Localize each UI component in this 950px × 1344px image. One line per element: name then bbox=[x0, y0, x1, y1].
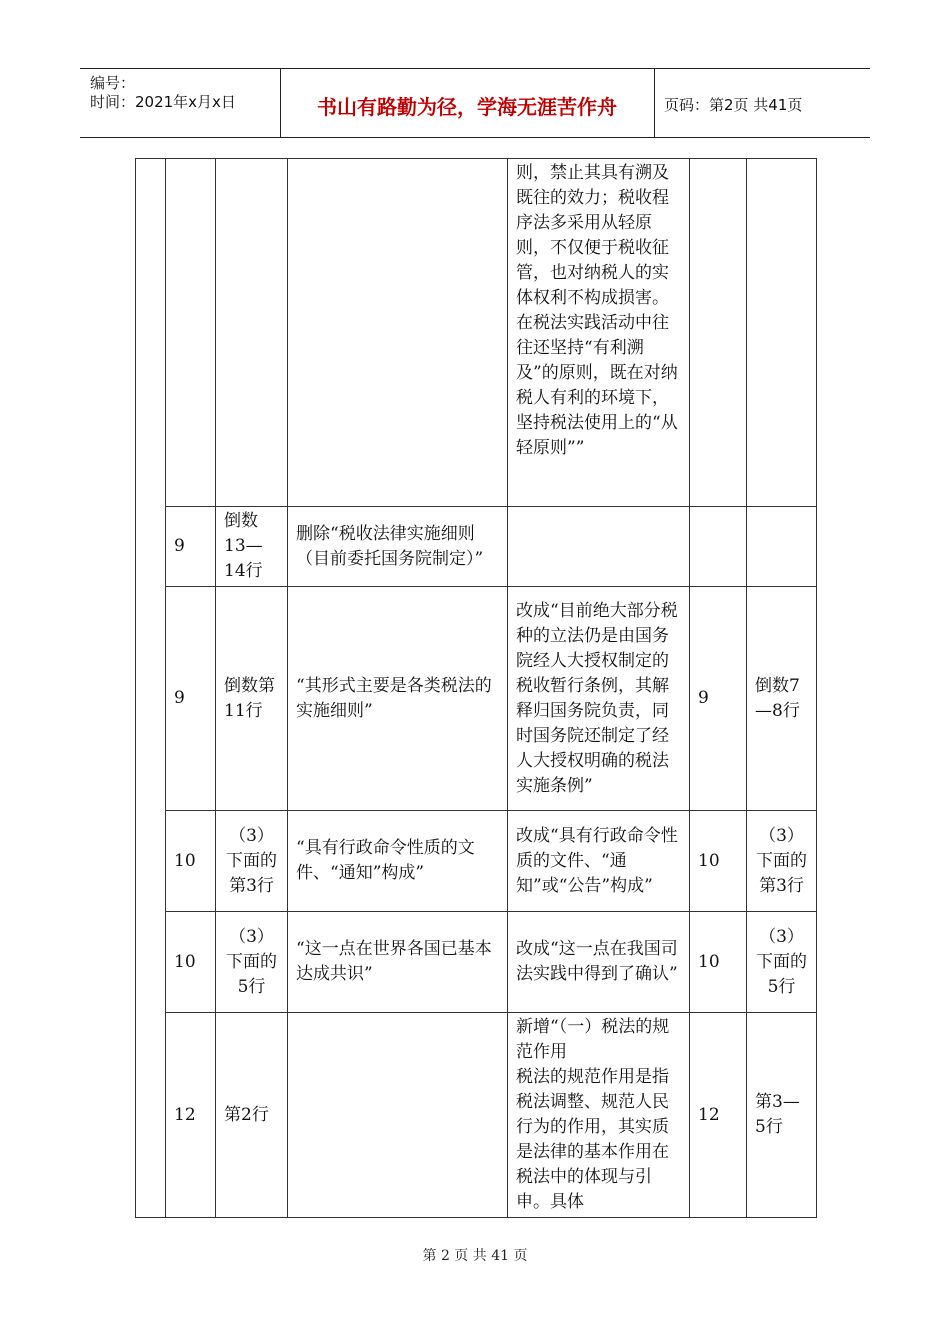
header-motto: 书山有路勤为径，学海无涯苦作舟 bbox=[317, 95, 617, 119]
table-row bbox=[136, 159, 817, 507]
page-cell bbox=[166, 159, 216, 507]
original-text-cell: “这一点在世界各国已基本达成共识” bbox=[288, 912, 508, 1013]
new-page-cell bbox=[690, 507, 747, 587]
table-row bbox=[136, 507, 817, 587]
revised-text-cell: 则，禁止其具有溯及既往的效力；税收程序法多采用从轻原则，不仅便于税收征管，也对纳税人的实体权利不构成损害。在税法实践活动中往往还坚持“有利溯及”的原则，既在对纳税人有利的环境下，坚持税法使用上的“从轻原则”” bbox=[508, 159, 690, 507]
position-cell: 倒数13—14行 bbox=[216, 507, 288, 587]
header-page-cell bbox=[654, 69, 870, 137]
table-row bbox=[136, 912, 817, 1013]
original-text-cell: “其形式主要是各类税法的实施细则” bbox=[288, 587, 508, 811]
revised-text-cell: 改成“具有行政命令性质的文件、“通知”或“公告”构成” bbox=[508, 811, 690, 912]
table-row bbox=[136, 811, 817, 912]
new-page-cell: 9 bbox=[690, 587, 747, 811]
new-position-cell: 第3—5行 bbox=[747, 1013, 817, 1218]
original-text-cell bbox=[288, 1013, 508, 1218]
original-text-cell: “具有行政命令性质的文件、“通知”构成” bbox=[288, 811, 508, 912]
table-row bbox=[136, 587, 817, 811]
position-cell: 倒数第11行 bbox=[216, 587, 288, 811]
new-page-cell: 10 bbox=[690, 912, 747, 1013]
new-position-cell: 倒数7—8行 bbox=[747, 587, 817, 811]
new-page-cell bbox=[690, 159, 747, 507]
revised-text-cell: 新增“（一）税法的规范作用 税法的规范作用是指税法调整、规范人民行为的作用，其实质是法律的基本作用在税法中的体现与引申。具体 bbox=[508, 1013, 690, 1218]
header-meta-cell bbox=[80, 69, 281, 137]
new-position-cell: （3）下面的5行 bbox=[747, 912, 817, 1013]
original-text-cell: 删除“税收法律实施细则（目前委托国务院制定）” bbox=[288, 507, 508, 587]
new-position-cell bbox=[747, 507, 817, 587]
page-cell: 9 bbox=[166, 507, 216, 587]
header-motto-cell bbox=[280, 69, 655, 137]
position-cell: 第2行 bbox=[216, 1013, 288, 1218]
new-position-cell: （3）下面的第3行 bbox=[747, 811, 817, 912]
table-row bbox=[136, 1013, 817, 1218]
position-cell: （3）下面的5行 bbox=[216, 912, 288, 1013]
document-number: 编号： bbox=[90, 74, 136, 92]
page-cell: 12 bbox=[166, 1013, 216, 1218]
position-cell: （3）下面的第3行 bbox=[216, 811, 288, 912]
page-cell: 9 bbox=[166, 587, 216, 811]
revised-text-cell: 改成“目前绝大部分税种的立法仍是由国务院经人大授权制定的税收暂行条例，其解释归国务院负责，同时国务院还制定了经人大授权明确的税法实施条例” bbox=[508, 587, 690, 811]
position-cell bbox=[216, 159, 288, 507]
revised-text-cell: 改成“这一点在我国司法实践中得到了确认” bbox=[508, 912, 690, 1013]
new-page-cell: 10 bbox=[690, 811, 747, 912]
header-page-number: 页码：第2页 共41页 bbox=[664, 96, 803, 114]
page-cell: 10 bbox=[166, 811, 216, 912]
new-page-cell: 12 bbox=[690, 1013, 747, 1218]
revised-text-cell bbox=[508, 507, 690, 587]
page-header bbox=[80, 68, 870, 138]
errata-table bbox=[135, 158, 817, 1218]
original-text-cell bbox=[288, 159, 508, 507]
page-cell: 10 bbox=[166, 912, 216, 1013]
new-position-cell bbox=[747, 159, 817, 507]
page-footer: 第 2 页 共 41 页 bbox=[422, 1248, 528, 1264]
left-margin-cell bbox=[136, 159, 166, 1218]
document-date: 时间：2021年x月x日 bbox=[90, 93, 236, 111]
